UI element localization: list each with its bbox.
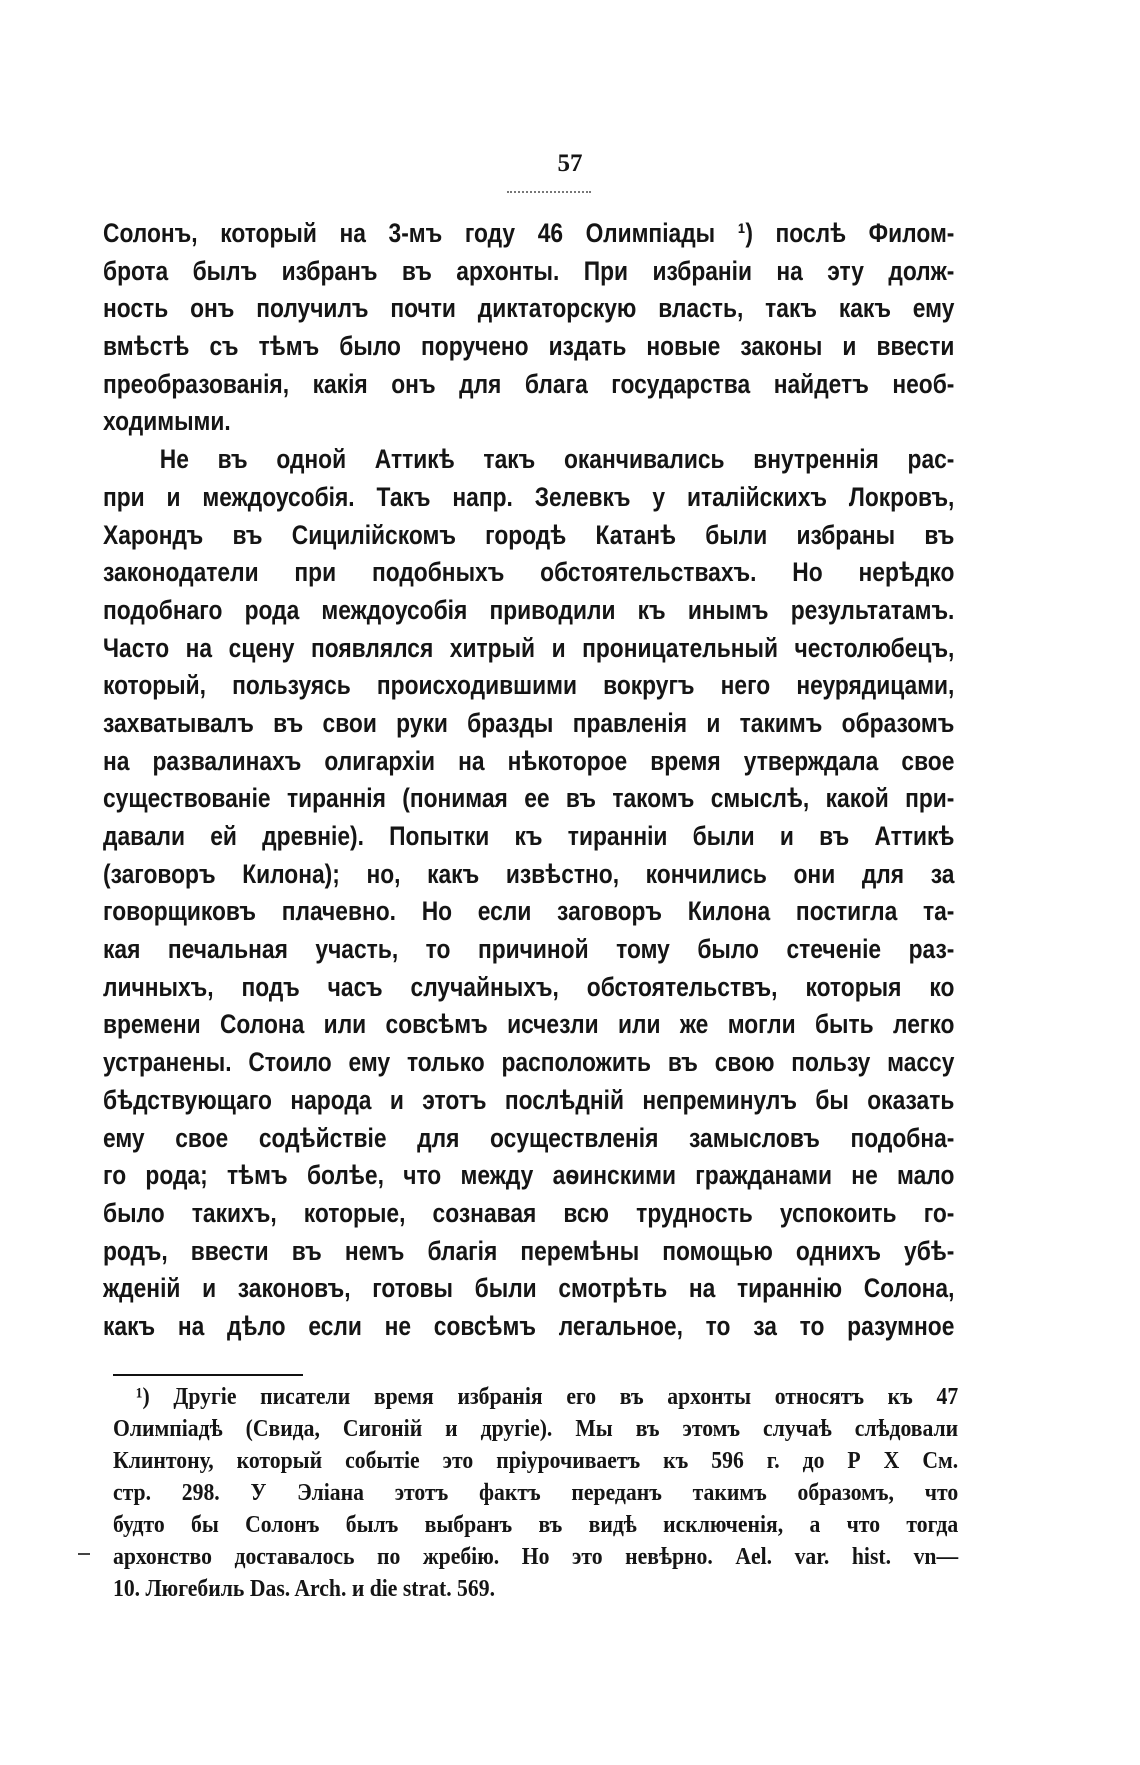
text-line: законодатели при подобныхъ обстоятельствахъ. Но нерѣдко xyxy=(103,557,955,588)
text-line: говорщиковъ плачевно. Но если заговоръ Килона постигла та- xyxy=(103,896,955,927)
text-line: вмѣстѣ съ тѣмъ было поручено издать новые законы и ввести xyxy=(103,331,955,362)
text-line: Харондъ въ Сицилійскомъ городѣ Катанѣ были избраны въ xyxy=(103,519,955,550)
text-line: ность онъ получилъ почти диктаторскую власть, такъ какъ ему xyxy=(103,293,955,324)
text-line: времени Солона или совсѣмъ исчезли или же могли быть легко xyxy=(103,1009,955,1040)
text-line: ему свое содѣйствіе для осуществленія замысловъ подобна- xyxy=(103,1122,955,1153)
footnote-separator xyxy=(113,1374,303,1376)
text-line: Солонъ, который на 3-мъ году 46 Олимпіады ¹) послѣ Филом- xyxy=(103,218,955,248)
margin-mark xyxy=(78,1553,90,1555)
page-number-underline xyxy=(507,187,591,193)
text-line: Не въ одной Аттикѣ такъ оканчивались внутреннія рас- xyxy=(159,444,955,475)
footnote-line: Олимпіадѣ (Свида, Сигоній и другіе). Мы въ этомъ случаѣ слѣдовали xyxy=(113,1415,959,1442)
text-line: устранены. Стоило ему только расположить въ свою пользу массу xyxy=(103,1047,955,1078)
text-line: жденій и законовъ, готовы были смотрѣть на тираннію Солона, xyxy=(103,1273,955,1304)
text-line: личныхъ, подъ часъ случайныхъ, обстоятельствъ, которыя ко xyxy=(103,971,955,1002)
text-line: который, пользуясь происходившими вокругъ него неурядицами, xyxy=(103,670,955,701)
text-line: родъ, ввести въ немъ благія перемѣны помощью однихъ убѣ- xyxy=(103,1235,955,1266)
text-line: существованіе тираннія (понимая ее въ такомъ смыслѣ, какой при- xyxy=(103,783,955,814)
text-line: преобразованія, какія онъ для блага государства найдетъ необ- xyxy=(103,368,955,399)
footnote-line: ¹) Другіе писатели время избранія его въ архонты относятъ къ 47 xyxy=(136,1383,959,1410)
text-line: на развалинахъ олигархіи на нѣкоторое время утверждала свое xyxy=(103,745,955,776)
footnote-line: стр. 298. У Эліана этотъ фактъ переданъ такимъ образомъ, что xyxy=(113,1479,959,1506)
text-line: какъ на дѣло если не совсѣмъ легальное, то за то разумное xyxy=(103,1310,955,1341)
footnote-line: Клинтону, который событіе это пріурочиваетъ къ 596 г. до Р Х См. xyxy=(113,1447,959,1474)
footnote-line: 10. Люгебиль Das. Arch. и die strat. 569. xyxy=(113,1575,495,1602)
text-line: Часто на сцену появлялся хитрый и проницательный честолюбецъ, xyxy=(103,632,955,663)
text-line: ходимыми. xyxy=(103,406,231,437)
text-line: бѣдствующаго народа и этотъ послѣдній непреминулъ бы оказать xyxy=(103,1084,955,1115)
text-line: подобнаго рода междоусобія приводили къ инымъ результатамъ. xyxy=(103,594,955,625)
text-line: захватывалъ въ свои руки бразды правленія и такимъ образомъ xyxy=(103,707,955,738)
text-line: (заговоръ Килона); но, какъ извѣстно, кончились они для за xyxy=(103,858,955,889)
footnote-block xyxy=(113,1381,958,1605)
text-line: брота былъ избранъ въ архонты. При избраніи на эту долж- xyxy=(103,255,955,286)
text-line: давали ей древніе). Попытки къ тиранніи были и въ Аттикѣ xyxy=(103,821,955,851)
text-line: кая печальная участь, то причиной тому было стеченіе раз- xyxy=(103,934,955,965)
page-number: 57 xyxy=(557,150,583,177)
text-line: было такихъ, которые, сознавая всю трудность успокоить го- xyxy=(103,1197,955,1228)
text-line: при и междоусобія. Такъ напр. Зелевкъ у италійскихъ Локровъ, xyxy=(103,481,955,512)
main-text-block xyxy=(103,215,954,1346)
footnote-line: архонство доставалось по жребію. Но это невѣрно. Ael. var. hist. vn— xyxy=(113,1543,959,1570)
footnote-line: будто бы Солонъ былъ выбранъ въ видѣ исключенія, а что тогда xyxy=(113,1511,959,1538)
text-line: го рода; тѣмъ болѣе, что между аѳинскими гражданами не мало xyxy=(103,1160,955,1191)
